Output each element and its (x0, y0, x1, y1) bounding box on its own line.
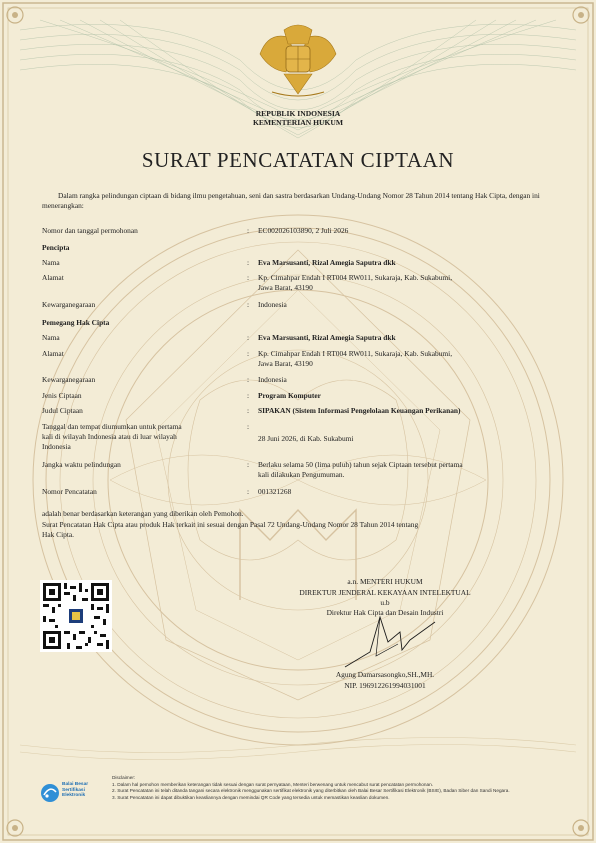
creator-address-line2: Jawa Barat, 43190 (258, 283, 313, 292)
signature-director-general: DIREKTUR JENDERAL KEKAYAAN INTELEKTUAL (299, 588, 471, 597)
publication-label-line3: Indonesia (42, 442, 71, 451)
colon: : (247, 422, 250, 431)
creator-address-label: Alamat (42, 273, 64, 282)
publication-date-value: 28 Juni 2026, di Kab. Sukabumi (258, 434, 354, 443)
publication-label-line1: Tanggal dan tempat diumumkan untuk pertama (42, 422, 182, 431)
application-label: Nomor dan tanggal permohonan (42, 226, 138, 235)
closing-line3: Hak Cipta. (42, 530, 75, 539)
colon: : (247, 226, 250, 235)
work-type-value: Program Komputer (258, 391, 321, 400)
holder-nationality-value: Indonesia (258, 375, 287, 384)
colon: : (247, 273, 250, 282)
creator-name-label: Nama (42, 258, 60, 267)
badge-line1: Balai Besar (62, 782, 89, 787)
emblem-caption-country: REPUBLIK INDONESIA (255, 109, 341, 118)
publication-label-line2: kali di wilayah Indonesia atau di luar wilayah (42, 432, 177, 441)
footer-ornament (20, 738, 576, 760)
verification-qr-code[interactable] (40, 580, 112, 652)
signatory-nip: NIP. 196912261994031001 (344, 681, 426, 690)
corner-ornament-icon (4, 817, 26, 839)
closing-line1: adalah benar berdasarkan keterangan yang diberikan oleh Pemohon. (42, 509, 244, 518)
protection-period-line1: Berlaku selama 50 (lima puluh) tahun sejak Ciptaan tersebut pertama (258, 460, 463, 469)
application-value: EC00202610389​0, 2 Juli 2026 (258, 226, 349, 235)
colon: : (247, 487, 250, 496)
colon: : (247, 300, 250, 309)
disclaimer-item1: 1. Dalam hal pemohon memberikan keterangan tidak sesuai dengan surat pernyataan, Menteri berwenang untuk mencabut surat pencatatan permohonan. (112, 781, 434, 787)
protection-period-line2: kali dilakukan Pengumuman. (258, 470, 345, 479)
holder-nationality-label: Kewarganegaraan (42, 375, 96, 384)
circular-ornament (33, 215, 563, 745)
corner-ornament-icon (570, 4, 592, 26)
creator-heading: Pencipta (42, 243, 70, 252)
disclaimer (112, 775, 510, 801)
work-type-label: Jenis Ciptaan (42, 391, 82, 400)
signature-on-behalf: a.n. MENTERI HUKUM (347, 577, 423, 586)
colon: : (247, 391, 250, 400)
signature-director: Direktur Hak Cipta dan Desain Industri (326, 608, 444, 617)
page-title: SURAT PENCATATAN CIPTAAN (141, 148, 455, 172)
work-title-value: SIPAKAN (Sistem Informasi Pengelolaan Keuangan Perikanan) (258, 406, 461, 415)
creator-name-value: Eva Marsusanti, Rizal Amegia Saputra dkk (258, 258, 396, 267)
corner-ornament-icon (570, 817, 592, 839)
holder-address-line2: Jawa Barat, 43190 (258, 359, 313, 368)
handwritten-signature (340, 612, 450, 672)
creator-address-line1: Kp. Cimahpar Endah I RT004 RW011, Sukaraja, Kab. Sukabumi, (258, 273, 453, 282)
disclaimer-heading: Disclaimer: (112, 775, 136, 780)
garuda-emblem (260, 25, 336, 96)
badge-line3: Elektronik (62, 793, 86, 799)
holder-name-label: Nama (42, 333, 60, 342)
disclaimer-item3: 3. Surat Pencatatan ini dapat dibuktikan keasliannya dengan memindai QR Code yang tersedia untuk memastikan keaslian dokumen. (112, 794, 390, 800)
signature-ub: u.b (380, 598, 390, 607)
corner-ornament-icon (4, 4, 26, 26)
record-number-label: Nomor Pencatatan (42, 487, 97, 496)
record-number-value: 001321268 (258, 487, 292, 496)
qr-code-icon (40, 580, 112, 652)
colon: : (247, 406, 250, 415)
bsre-logo-icon (40, 783, 60, 803)
holder-name-value: Eva Marsusanti, Rizal Amegia Saputra dkk (258, 333, 396, 342)
holder-address-label: Alamat (42, 349, 64, 358)
work-title-label: Judul Ciptaan (42, 406, 83, 415)
holder-address-line1: Kp. Cimahpar Endah I RT004 RW011, Sukaraja, Kab. Sukabumi, (258, 349, 453, 358)
holder-heading: Pemegang Hak Cipta (42, 318, 110, 327)
creator-nationality-label: Kewarganegaraan (42, 300, 96, 309)
colon: : (247, 349, 250, 358)
colon: : (247, 460, 250, 469)
closing-line2: Surat Pencatatan Hak Cipta atau produk Hak terkait ini sesuai dengan Pasal 72 Undang-Undang Nomor 28 Tahun 2014 tentang (42, 520, 419, 529)
badge-line2: Sertifikasi (62, 787, 85, 793)
intro-paragraph: Dalam rangka pelindungan ciptaan di bidang ilmu pengetahuan, seni dan sastra berdasarkan Undang-Undang Nomor 28 Tahun 2014 tentang Hak Cipta, dengan ini menerangkan: (42, 191, 540, 210)
protection-period-label: Jangka waktu pelindungan (42, 460, 121, 469)
emblem-caption-ministry: KEMENTERIAN HUKUM (252, 118, 344, 127)
signatory-name: Agung Damarsasongko,SH.,MH. (335, 670, 435, 679)
colon: : (247, 375, 250, 384)
colon: : (247, 258, 250, 267)
creator-nationality-value: Indonesia (258, 300, 287, 309)
colon: : (247, 333, 250, 342)
disclaimer-item2: 2. Surat Pencatatan ini telah ditanda tangani secara elektronik menggunakan sertifikat elektronik yang diterbitkan oleh Balai Besar Sertifikasi Elektronik (BSrE), Badan Siber dan Sandi Negara. (112, 788, 510, 794)
